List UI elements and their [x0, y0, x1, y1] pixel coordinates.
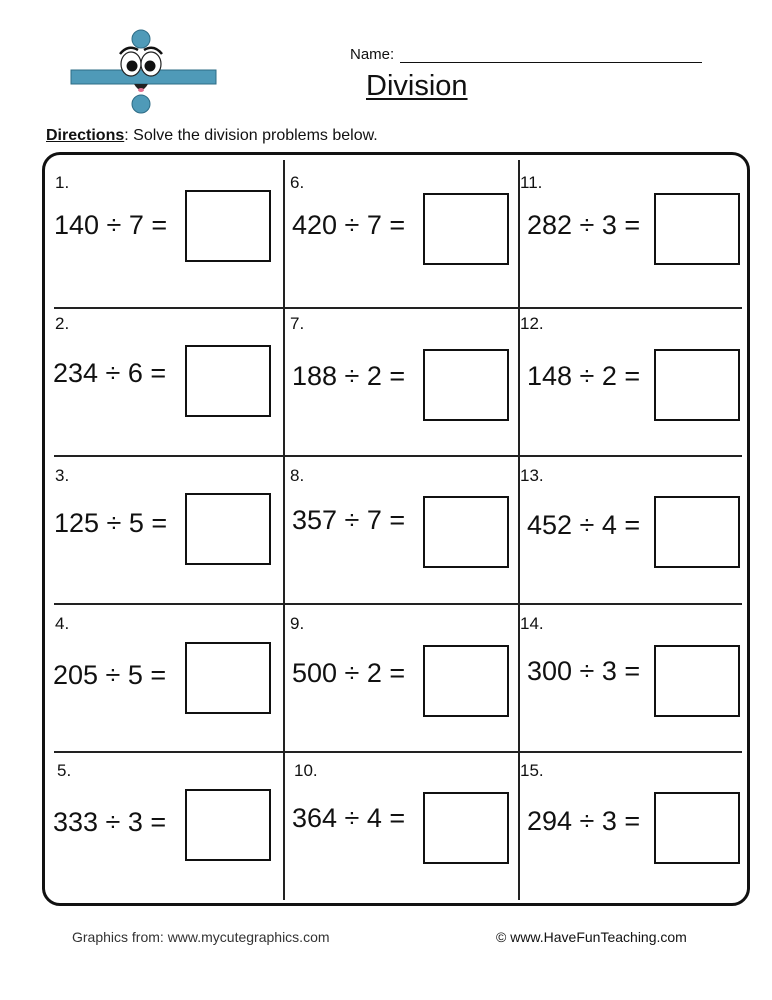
column-divider: [283, 160, 285, 900]
row-divider: [54, 307, 742, 309]
problem-number: 11.: [520, 173, 543, 192]
answer-box[interactable]: [423, 349, 509, 421]
problem-number: 15.: [520, 761, 544, 780]
problem-number: 1.: [55, 173, 70, 192]
problem-number: 2.: [55, 314, 70, 333]
name-field[interactable]: [350, 46, 702, 63]
problem-expression: 205 ÷ 5 =: [53, 660, 167, 690]
answer-box[interactable]: [185, 642, 271, 714]
row-divider: [54, 751, 742, 753]
problem-expression: 188 ÷ 2 =: [292, 361, 406, 391]
problem-number: 4.: [55, 614, 70, 633]
problem-number: 7.: [290, 314, 305, 333]
answer-box[interactable]: [423, 496, 509, 568]
answer-box[interactable]: [185, 493, 271, 565]
answer-box[interactable]: [185, 190, 271, 262]
name-label: Name:: [350, 46, 395, 63]
answer-box[interactable]: [185, 345, 271, 417]
problem-expression: 420 ÷ 7 =: [292, 210, 406, 240]
column-divider: [518, 160, 520, 900]
row-divider: [54, 603, 742, 605]
problem-number: 13.: [520, 466, 544, 485]
problem-expression: 125 ÷ 5 =: [54, 508, 168, 538]
problem-expression: 357 ÷ 7 =: [292, 505, 406, 535]
problem-number: 12.: [520, 314, 544, 333]
answer-box[interactable]: [185, 789, 271, 861]
answer-box[interactable]: [654, 193, 740, 265]
answer-box[interactable]: [654, 792, 740, 864]
problem-expression: 148 ÷ 2 =: [527, 361, 641, 391]
directions: [46, 127, 378, 145]
problem-expression: 300 ÷ 3 =: [527, 656, 641, 686]
problem-expression: 500 ÷ 2 =: [292, 658, 406, 688]
answer-box[interactable]: [423, 645, 509, 717]
problem-expression: 140 ÷ 7 =: [54, 210, 168, 240]
problem-number: 5.: [57, 761, 72, 780]
graphics-credit: Graphics from: www.mycutegraphics.com: [72, 929, 330, 945]
problem-number: 8.: [290, 466, 305, 485]
problem-expression: 282 ÷ 3 =: [527, 210, 641, 240]
problem-expression: 234 ÷ 6 =: [53, 358, 167, 388]
directions-text: : Solve the division problems below.: [124, 127, 378, 144]
division-mascot-icon: [68, 28, 218, 114]
answer-box[interactable]: [654, 496, 740, 568]
problem-number: 6.: [290, 173, 305, 192]
problem-expression: 364 ÷ 4 =: [292, 803, 406, 833]
row-divider: [54, 455, 742, 457]
problem-expression: 452 ÷ 4 =: [527, 510, 641, 540]
answer-box[interactable]: [423, 193, 509, 265]
problem-number: 3.: [55, 466, 70, 485]
answer-box[interactable]: [654, 349, 740, 421]
copyright: © www.HaveFunTeaching.com: [496, 929, 687, 945]
answer-box[interactable]: [423, 792, 509, 864]
problem-expression: 294 ÷ 3 =: [527, 806, 641, 836]
problem-number: 10.: [294, 761, 318, 780]
directions-label: Directions: [46, 127, 125, 144]
problem-number: 9.: [290, 614, 305, 633]
problem-expression: 333 ÷ 3 =: [53, 807, 167, 837]
problem-number: 14.: [520, 614, 544, 633]
answer-box[interactable]: [654, 645, 740, 717]
page-title: Division: [366, 70, 468, 102]
name-line[interactable]: [400, 46, 702, 63]
